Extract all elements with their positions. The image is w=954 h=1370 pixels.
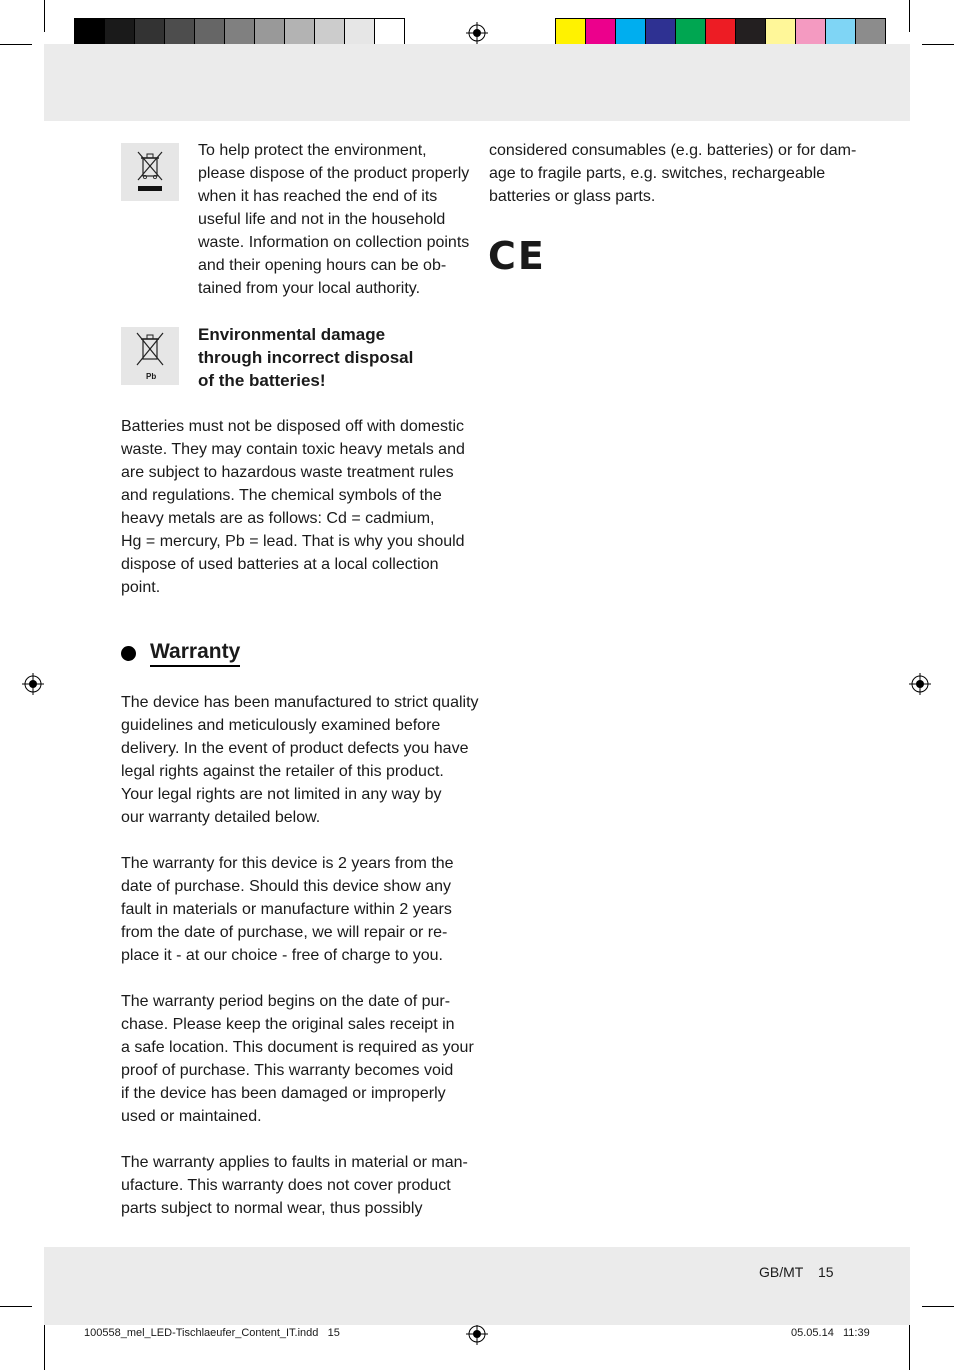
ce-mark: CE [488, 234, 546, 278]
crop-mark [922, 1306, 954, 1307]
warranty-paragraph-1: The device has been manufactured to strict quality guidelines and meticulously examined before delivery. In the event of product defects you have legal rights against the retailer of this product. Your legal rights are not limited in any way by our warranty detailed below. [121, 694, 479, 826]
page-locale: GB/MT [759, 1264, 804, 1280]
footer-band [44, 1247, 910, 1325]
slug-date-info: 05.05.14 11:39 [791, 1327, 870, 1339]
crop-mark [922, 44, 954, 45]
registration-mark-icon [466, 1323, 488, 1345]
crop-mark [0, 1306, 32, 1307]
warranty-heading-label: Warranty [150, 640, 240, 667]
bullet-dot-icon [121, 646, 136, 661]
crop-mark [909, 1324, 910, 1370]
weee-bin-icon [121, 143, 179, 201]
warranty-paragraph-4: The warranty applies to faults in material or man- ufacture. This warranty does not cover product parts subject to normal wear, thus possibly [121, 1154, 468, 1217]
recycle-instructions: To help protect the environment, please dispose of the product properly when it has reached the end of its useful life and not in the household waste. Information on collection points and their opening hours can be ob- tained from your local authority. [198, 142, 470, 297]
battery-icon-label: Pb [146, 372, 157, 381]
header-band [44, 44, 910, 121]
slug-file-info: 100558_mel_LED-Tischlaeufer_Content_IT.indd 15 [84, 1327, 340, 1339]
crop-mark [0, 44, 32, 45]
crop-mark [909, 0, 910, 32]
battery-bin-icon [121, 327, 179, 385]
battery-disposal-text: Batteries must not be disposed off with domestic waste. They may contain toxic heavy metals and are subject to hazardous waste treatment rules and regulations. The chemical symbols of the heavy metals are as follows: Cd = cadmium, Hg = mercury, Pb = lead. That is why you should dispose of used batteries at a local collection point. [121, 418, 465, 596]
warranty-continuation: considered consumables (e.g. batteries) or for dam- age to fragile parts, e.g. switches, rechargeable batteries or glass parts. [489, 142, 857, 205]
warranty-paragraph-2: The warranty for this device is 2 years from the date of purchase. Should this device show any fault in materials or manufacture within 2 years from the date of purchase, we will repair or re- place it - at our choice - free of charge to you. [121, 855, 454, 964]
registration-mark-icon [909, 673, 931, 695]
registration-mark-icon [466, 22, 488, 44]
warranty-paragraph-3: The warranty period begins on the date of pur- chase. Please keep the original sales receipt in a safe location. This document is required as your proof of purchase. This warranty becomes void if the device has been damaged or improperly used or maintained. [121, 993, 474, 1125]
crop-mark [44, 1324, 45, 1370]
crop-mark [44, 0, 45, 32]
registration-mark-icon [22, 673, 44, 695]
page-number: 15 [818, 1264, 834, 1280]
battery-warning-heading: Environmental damage through incorrect disposal of the batteries! [198, 325, 414, 390]
warranty-heading [121, 640, 240, 667]
